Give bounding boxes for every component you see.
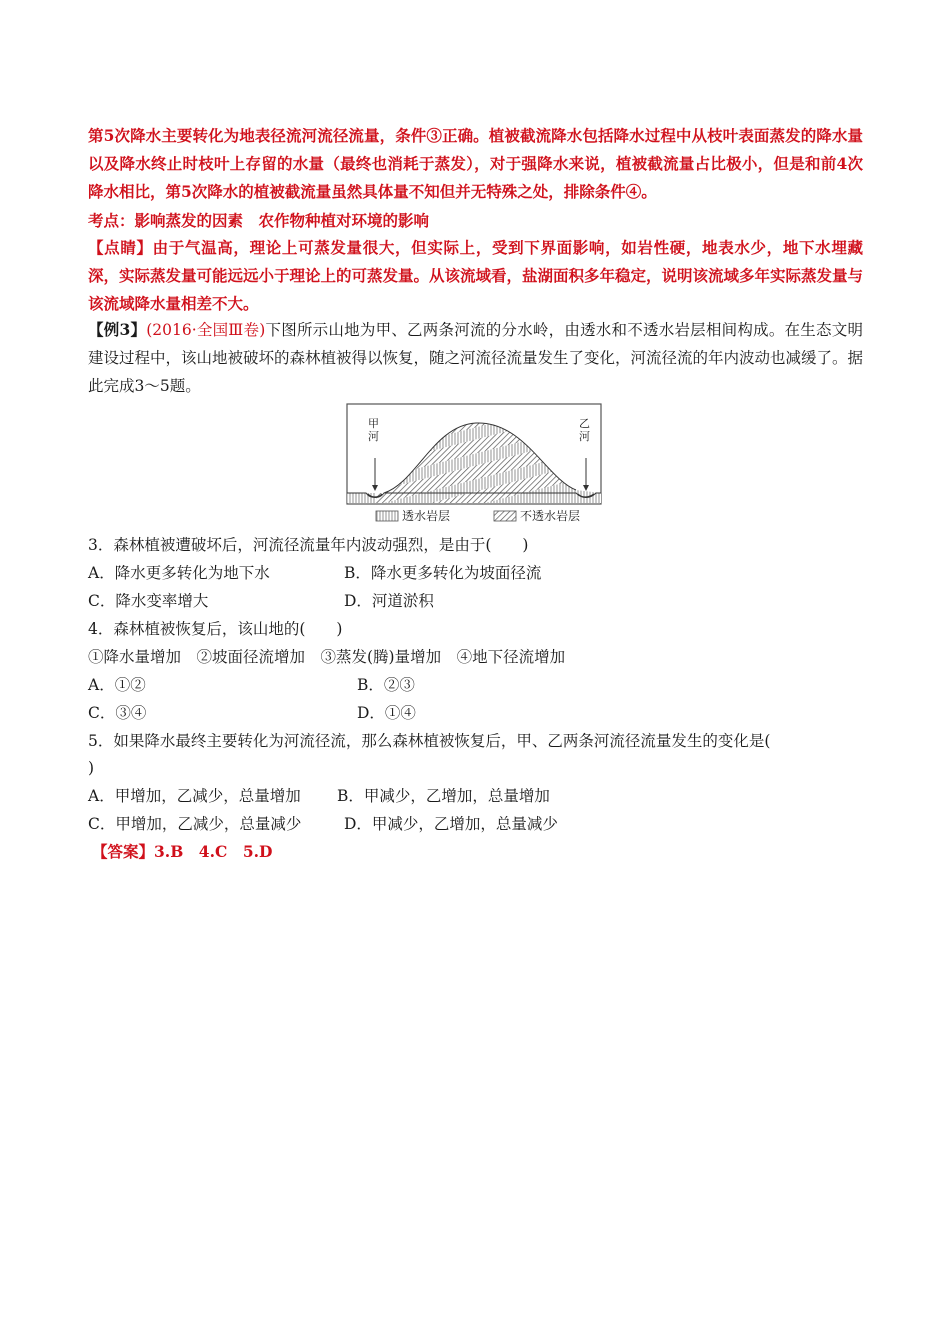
- q4-stem: 4．森林植被恢复后，该山地的( ): [88, 620, 343, 638]
- dianjing-paragraph: [88, 234, 863, 318]
- answer-text: 3.B 4.C 5.D: [154, 842, 273, 861]
- example-text: 下图所示山地为甲、乙两条河流的分水岭，由透水和不透水岩层相间构成。在生态文明建设过程中，该山地被破坏的森林植被得以恢复，随之河流径流量发生了变化，河流径流的年内波动也减缓了。据此完成3～5题。: [88, 321, 864, 395]
- q3-option-d: D．河道淤积: [344, 592, 434, 610]
- explanation-paragraph: 第5次降水主要转化为地表径流河流径流量，条件③正确。植被截流降水包括降水过程中从枝叶表面蒸发的降水量以及降水终止时枝叶上存留的水量（最终也消耗于蒸发），对于强降水来说，植被截流量占比极小，但是和前4次降水相比，第5次降水的植被截流量虽然具体量不知但并无特殊之处，排除条件④。: [88, 126, 863, 201]
- q3-option-b: B．降水更多转化为坡面径流: [344, 564, 542, 582]
- example-source: (2016·全国Ⅲ卷): [146, 321, 266, 339]
- q5-option-c: C．甲增加，乙减少，总量减少: [88, 815, 302, 833]
- q3-option-a: A．降水更多转化为地下水: [88, 564, 270, 582]
- q3-option-c: C．降水变率增大: [88, 592, 209, 610]
- q5-stem: 5．如果降水最终主要转化为河流径流，那么森林植被恢复后，甲、乙两条河流径流量发生的变化是(: [88, 732, 771, 750]
- q5-option-b: B．甲减少，乙增加，总量增加: [337, 787, 550, 805]
- q4-option-a: A．①②: [88, 676, 146, 694]
- q4-option-d: D．①④: [357, 704, 416, 722]
- dianjing-tag: 【点睛】: [88, 238, 153, 257]
- legend-permeable-swatch: [376, 511, 398, 521]
- legend-permeable-label: 透水岩层: [402, 509, 451, 523]
- river-right-label: 乙河: [579, 417, 590, 443]
- q4-option-b: B．②③: [357, 676, 415, 694]
- example-tag: 【例3】: [88, 320, 147, 339]
- q5-option-d: D．甲减少，乙增加，总量减少: [344, 815, 558, 833]
- answer-line: [92, 842, 272, 862]
- watershed-svg: [346, 403, 602, 525]
- q4-items: ①降水量增加 ②坡面径流增加 ③蒸发(腾)量增加 ④地下径流增加: [88, 648, 566, 666]
- q5-stem-end: ): [88, 759, 95, 777]
- answer-tag: 【答案】: [92, 842, 155, 861]
- legend-impermeable-swatch: [494, 511, 516, 521]
- q5-option-a: A．甲增加，乙减少，总量增加: [88, 787, 301, 805]
- watershed-diagram: [346, 403, 602, 525]
- q4-option-c: C．③④: [88, 704, 147, 722]
- dianjing-text: 由于气温高，理论上可蒸发量很大，但实际上，受到下界面影响，如岩性硬，地表水少，地下水埋藏深，实际蒸发量可能远远小于理论上的可蒸发量。从该流域看，盐湖面积多年稳定，说明该流域多年实际蒸发量与该流域降水量相差不大。: [88, 238, 864, 313]
- kaodian-line: 考点：影响蒸发的因素 农作物种植对环境的影响: [88, 211, 430, 230]
- river-left-label: 甲河: [368, 417, 379, 443]
- q3-stem: 3．森林植被遭破坏后，河流径流量年内波动强烈，是由于( ): [88, 536, 529, 554]
- example-paragraph: [88, 316, 863, 400]
- legend-impermeable-label: 不透水岩层: [520, 509, 581, 523]
